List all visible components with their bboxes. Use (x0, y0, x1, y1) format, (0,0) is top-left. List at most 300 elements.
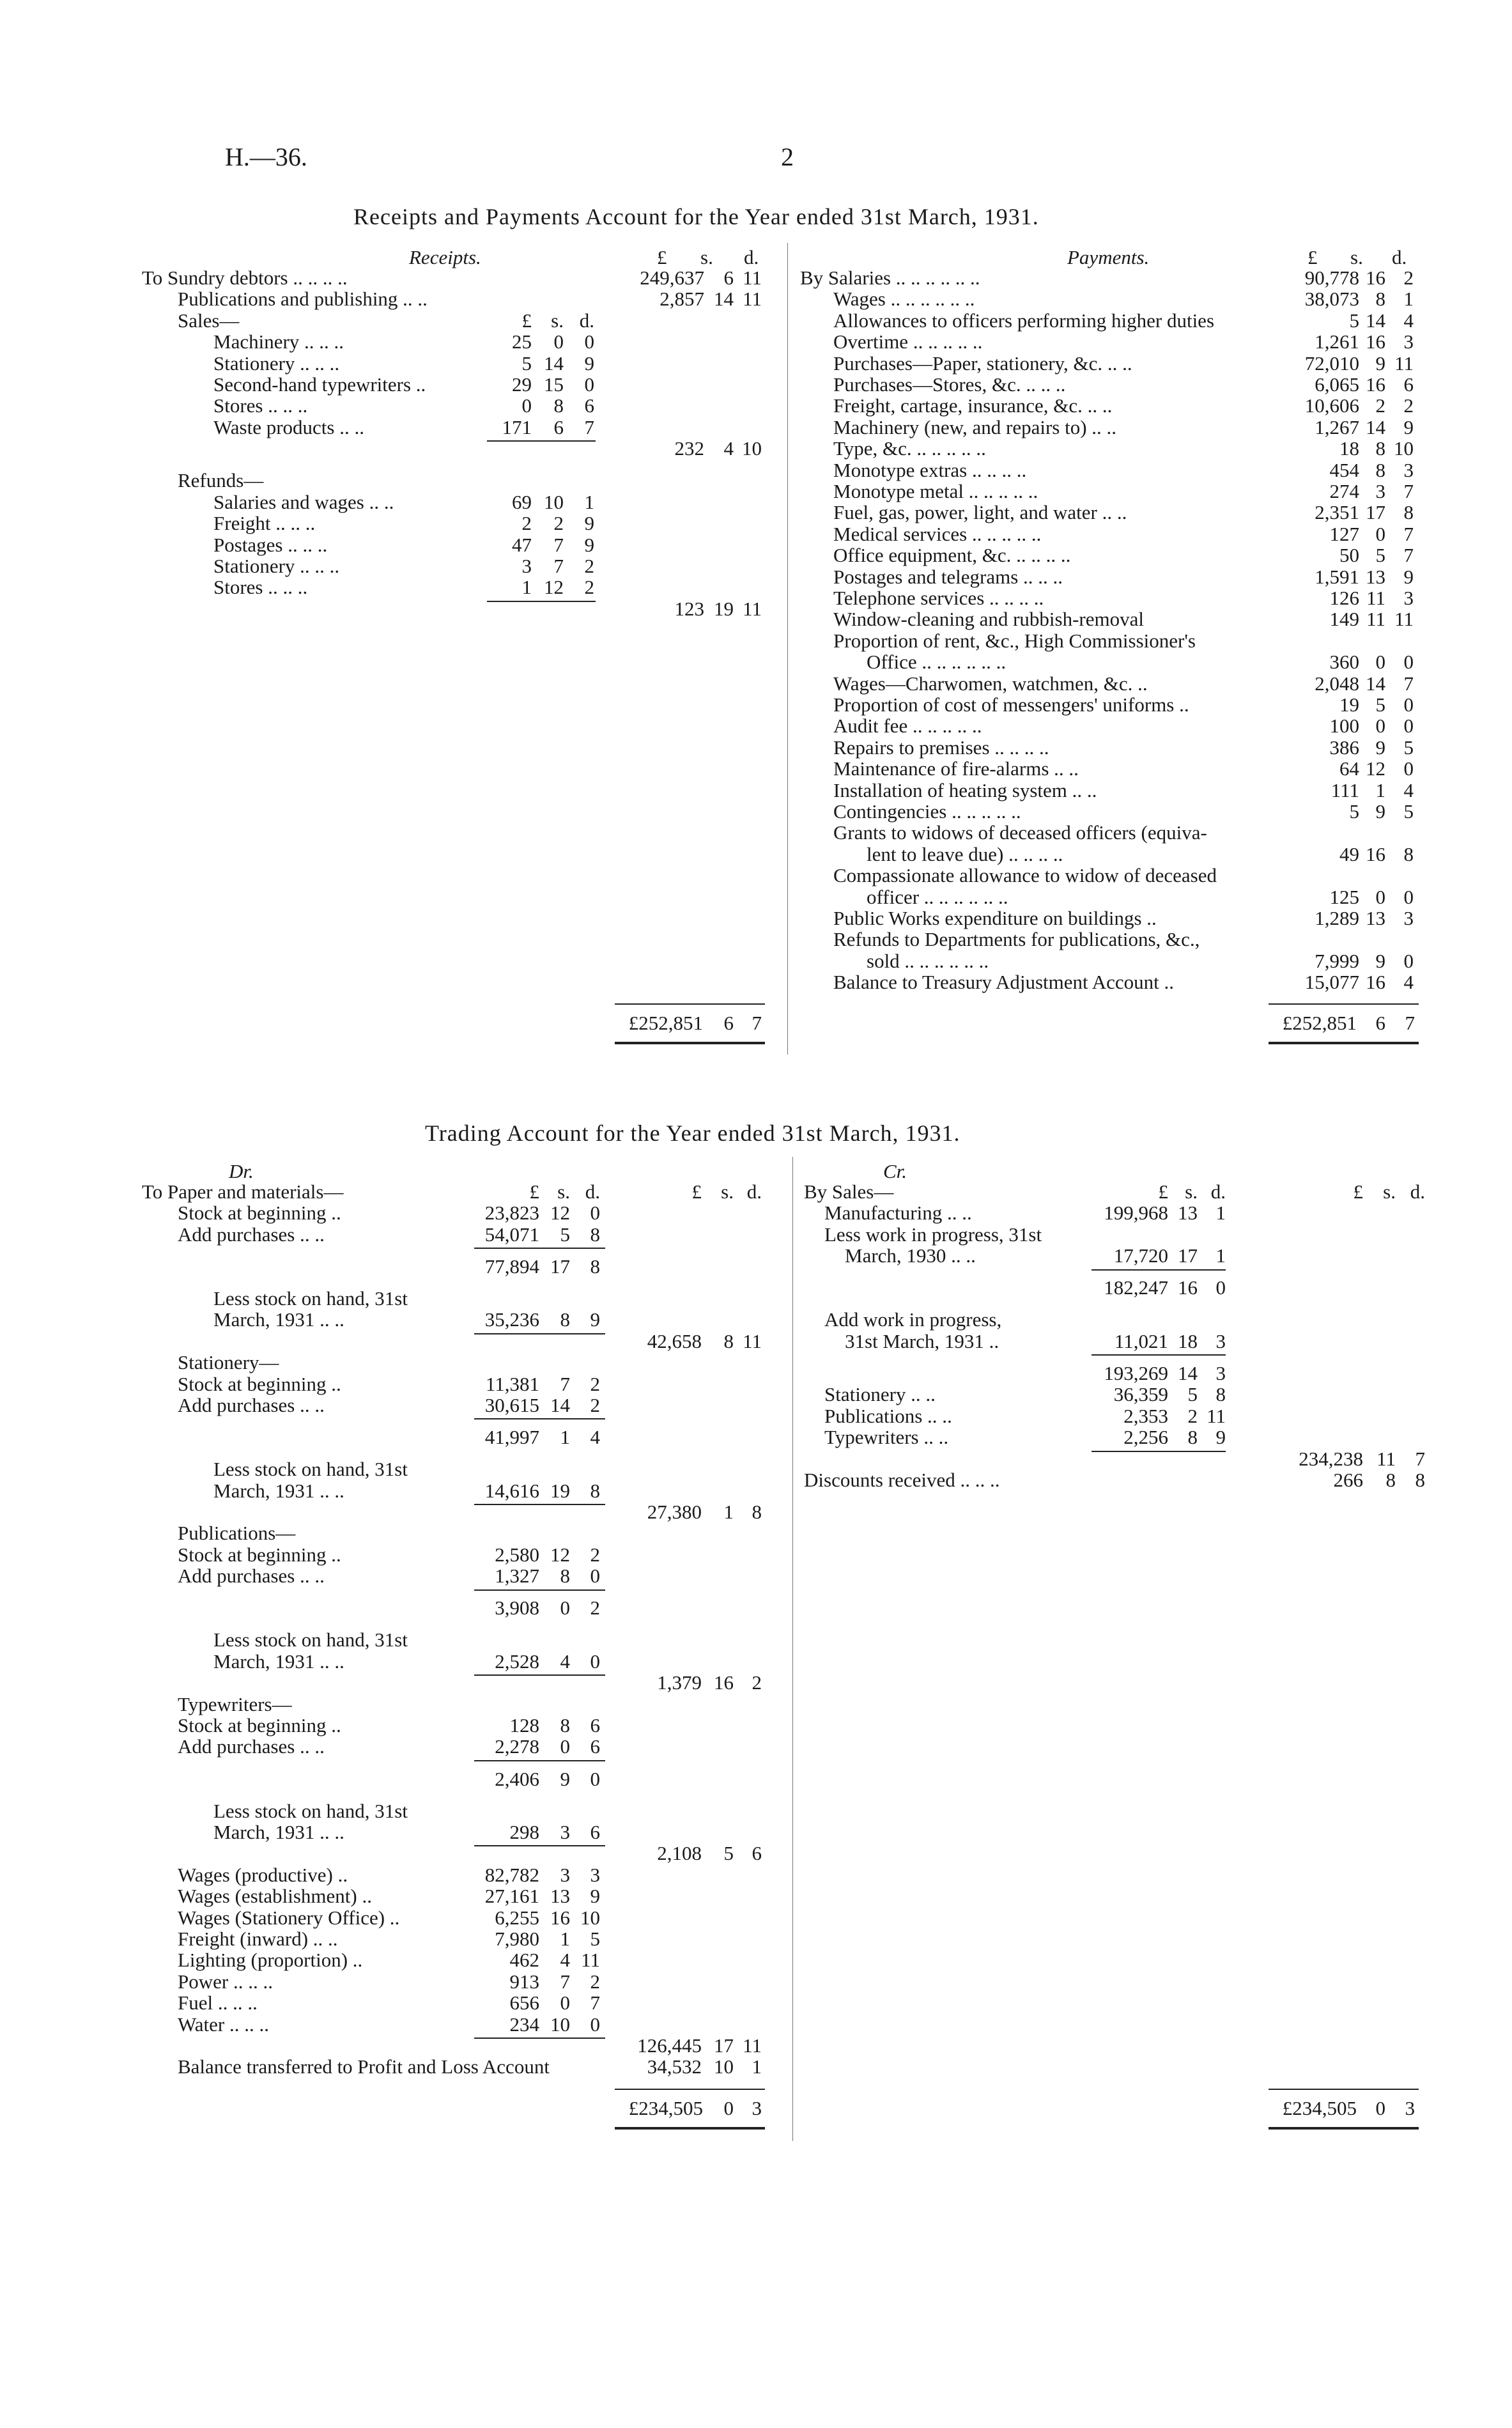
ledger-row (804, 1469, 1430, 1490)
entry-label: Add purchases .. .. (178, 1565, 325, 1588)
total-amount-shillings: 16 (1366, 373, 1385, 396)
total-amount-shillings: 13 (1366, 907, 1385, 929)
total-amount-pounds: 1,267 (1315, 415, 1359, 438)
entry-label: Salaries and wages .. .. (213, 490, 394, 513)
sub-amount-shillings: 17 (550, 1255, 570, 1278)
payments-head-s: s. (1350, 246, 1363, 268)
sub-amount-pence: 9 (584, 352, 594, 375)
entry-label: Refunds to Departments for publications, &c., (833, 928, 1200, 951)
sub-amount-shillings: 7 (553, 554, 564, 577)
total-amount-pence: 11 (1394, 608, 1414, 631)
entry-label: Installation of heating system .. .. (833, 778, 1097, 801)
total-amount-pounds: 232 (674, 437, 704, 460)
ledger-row (142, 353, 775, 374)
ledger-row (800, 780, 1426, 801)
ledger-row (800, 737, 1426, 758)
sub-amount-pounds: 14,616 (484, 1479, 539, 1502)
total-amount-pounds: 18 (1339, 437, 1359, 460)
total-amount-pence: 7 (1403, 522, 1414, 545)
entry-label: To Sundry debtors .. .. .. .. (142, 267, 348, 289)
total-amount-pounds: 38,073 (1304, 288, 1359, 311)
total-amount-pence: 8 (1415, 1468, 1425, 1491)
ledger-row (142, 395, 775, 416)
total-amount-shillings: 16 (1366, 842, 1385, 865)
total-amount-pounds: 386 (1329, 736, 1359, 759)
total-amount-pounds: 34,532 (647, 2055, 702, 2078)
ledger-row (142, 1821, 781, 1843)
sub-amount-pounds: 2,580 (495, 1543, 539, 1566)
cr-total: £234,505 (1282, 2097, 1357, 2119)
ledger-row (142, 555, 775, 576)
entry-label: Wages (Stationery Office) .. (178, 1906, 400, 1929)
sub-amount-pounds: 11,381 (485, 1372, 539, 1395)
entry-label: Power .. .. .. (178, 1970, 273, 1993)
ledger-row (142, 2014, 781, 2035)
sub-amount-pounds: 7,980 (495, 1928, 539, 1950)
entry-label: Maintenance of fire-alarms .. .. (833, 757, 1079, 780)
trading-divider (792, 1157, 793, 2141)
entry-label: Stock at beginning .. (178, 1372, 341, 1395)
ledger-row (142, 1565, 781, 1586)
entry-label: Less stock on hand, 31st (213, 1287, 408, 1310)
ledger-row (800, 460, 1426, 481)
total-amount-pence: d. (1410, 1180, 1425, 1203)
total-amount-shillings: 13 (1366, 565, 1385, 588)
total-amount-pounds: 5 (1349, 309, 1359, 332)
total-amount-shillings: 12 (1366, 757, 1385, 780)
sub-amount-pence: 6 (590, 1821, 600, 1843)
ledger-row (800, 566, 1426, 587)
total-amount-pounds: 123 (674, 597, 704, 620)
sub-amount-pence: 6 (584, 394, 594, 417)
sub-amount-shillings: 0 (553, 330, 564, 353)
ledger-row (142, 1202, 781, 1223)
entry-label: March, 1930 .. .. (845, 1244, 976, 1267)
total-amount-pounds: 50 (1339, 544, 1359, 567)
ledger-row (142, 1992, 781, 2013)
total-amount-pence: d. (746, 1180, 762, 1203)
total-amount-shillings: 3 (1375, 480, 1385, 502)
total-amount-pence: 0 (1403, 949, 1414, 972)
total-amount-pence: 1 (752, 2055, 762, 2078)
entry-label: Stores .. .. .. (213, 394, 308, 417)
ledger-row (804, 1309, 1430, 1330)
total-amount-pounds: 1,261 (1315, 330, 1359, 353)
sub-amount-pounds: 23,823 (484, 1202, 539, 1225)
entry-label: Grants to widows of deceased officers (equiva- (833, 821, 1207, 844)
sub-amount-pence: 6 (590, 1735, 600, 1758)
sub-amount-pounds: 171 (502, 415, 532, 438)
entry-label: Lighting (proportion) .. (178, 1949, 363, 1972)
payments-head-l: £ (1308, 246, 1318, 268)
sub-amount-pence: d. (585, 1180, 600, 1203)
sub-amount-pounds: 25 (512, 330, 532, 353)
ledger-row (804, 1245, 1430, 1266)
total-amount-pounds: 234,238 (1299, 1447, 1363, 1470)
sub-amount-pounds: 2,406 (495, 1767, 539, 1790)
total-amount-pence: 11 (743, 2034, 762, 2057)
ledger-row (800, 395, 1426, 416)
sub-amount-pounds: 2,278 (495, 1735, 539, 1758)
total-amount-shillings: 11 (1377, 1447, 1396, 1470)
sub-amount-pence: 9 (590, 1885, 600, 1908)
entry-label: Balance to Treasury Adjustment Account .. (833, 971, 1174, 994)
sub-amount-pounds: 1 (521, 576, 532, 599)
sub-amount-pence: 9 (590, 1308, 600, 1331)
ledger-row (142, 1501, 781, 1522)
total-amount-pounds: 454 (1329, 458, 1359, 481)
sub-amount-shillings: 18 (1178, 1329, 1198, 1352)
ledger-row (142, 1331, 781, 1352)
total-amount-pounds: 27,380 (647, 1501, 702, 1523)
sub-amount-pence: 0 (590, 1767, 600, 1790)
ledger-row (142, 374, 775, 395)
total-amount-pounds: 360 (1329, 651, 1359, 674)
ledger-row (800, 310, 1426, 331)
payments-total: £252,851 (1282, 1012, 1357, 1034)
sub-amount-pounds: 2 (521, 512, 532, 535)
total-amount-pounds: 2,351 (1315, 501, 1359, 524)
entry-label: Add purchases .. .. (178, 1735, 325, 1758)
entry-label: Less stock on hand, 31st (213, 1628, 408, 1651)
entry-label: Machinery .. .. .. (213, 330, 344, 353)
sub-amount-pence: 11 (1207, 1404, 1226, 1427)
total-amount-pence: 2 (1403, 394, 1414, 417)
ledger-row (142, 1427, 781, 1448)
ledger-row (142, 1768, 781, 1790)
sub-amount-shillings: 4 (560, 1949, 570, 1972)
cr-heading: Cr. (883, 1160, 907, 1182)
sub-amount-shillings: 8 (560, 1308, 570, 1331)
sub-amount-pence: 10 (580, 1906, 600, 1929)
total-amount-pounds: 149 (1329, 608, 1359, 631)
receipts-column (142, 267, 775, 1060)
sub-amount-pounds: 199,968 (1104, 1202, 1168, 1225)
sub-amount-shillings: 7 (553, 533, 564, 556)
receipts-head-d: d. (744, 246, 759, 268)
entry-label: Sales— (178, 309, 240, 332)
total-amount-shillings: 11 (1366, 608, 1385, 631)
total-amount-shillings: 2 (1375, 394, 1385, 417)
sub-amount-pence: 1 (1215, 1202, 1226, 1225)
total-amount-pounds: 6,065 (1315, 373, 1359, 396)
receipts-heading: Receipts. (409, 246, 481, 268)
total-amount-shillings: 10 (714, 2055, 734, 2078)
dr-total-s: 0 (723, 2097, 734, 2119)
sub-amount-shillings: 17 (1178, 1244, 1198, 1267)
sub-amount-shillings: 1 (560, 1426, 570, 1449)
page-number: 2 (781, 143, 794, 171)
ledger-row (800, 651, 1426, 672)
sub-amount-shillings: 12 (550, 1543, 570, 1566)
total-amount-shillings: 8 (1375, 458, 1385, 481)
total-amount-shillings: 14 (1366, 415, 1385, 438)
entry-label: Monotype extras .. .. .. .. (833, 458, 1027, 481)
receipts-payments-divider (787, 243, 788, 1055)
entry-label: Purchases—Stores, &c. .. .. .. (833, 373, 1066, 396)
entry-label: Stock at beginning .. (178, 1714, 341, 1736)
ledger-row (800, 758, 1426, 779)
sub-amount-pence: 2 (590, 1394, 600, 1416)
sub-amount-pounds: 128 (509, 1714, 539, 1736)
entry-label: Proportion of rent, &c., High Commissioner's (833, 629, 1196, 652)
total-amount-pence: 7 (1403, 544, 1414, 567)
entry-label: lent to leave due) .. .. .. .. (867, 842, 1063, 865)
sub-amount-pounds: 298 (509, 1821, 539, 1843)
ledger-row (800, 801, 1426, 822)
entry-label: Manufacturing .. .. (824, 1202, 972, 1225)
entry-label: 31st March, 1931 .. (845, 1329, 999, 1352)
sub-amount-shillings: 8 (560, 1565, 570, 1588)
total-amount-shillings: 16 (714, 1671, 734, 1694)
sub-amount-pence: 7 (584, 415, 594, 438)
cr-total-rule-bottom (1269, 2127, 1419, 2130)
sub-amount-pence: 11 (581, 1949, 600, 1972)
sub-amount-pounds: 913 (509, 1970, 539, 1993)
sub-amount-pence: 3 (1215, 1329, 1226, 1352)
total-amount-pence: 0 (1403, 715, 1414, 738)
ledger-row (800, 844, 1426, 865)
total-amount-shillings: 8 (723, 1329, 734, 1352)
sub-amount-pence: 1 (584, 490, 594, 513)
total-amount-shillings: 4 (723, 437, 734, 460)
entry-label: Wages (establishment) .. (178, 1885, 372, 1908)
ledger-row (142, 438, 775, 459)
ledger-row (142, 1597, 781, 1618)
ledger-row (142, 1544, 781, 1565)
ledger-row (804, 1405, 1430, 1427)
total-amount-pounds: 249,637 (640, 267, 704, 289)
ledger-row (142, 1522, 781, 1543)
sub-amount-pounds: 6,255 (495, 1906, 539, 1929)
total-amount-pence: 6 (1403, 373, 1414, 396)
ledger-row (800, 438, 1426, 459)
ledger-row (800, 353, 1426, 374)
ledger-row (142, 288, 775, 309)
sub-amount-shillings: 3 (560, 1821, 570, 1843)
sub-amount-pounds: 30,615 (484, 1394, 539, 1416)
ledger-row (142, 513, 775, 534)
sub-amount-shillings: 1 (560, 1928, 570, 1950)
sub-amount-pounds: £ (529, 1180, 539, 1203)
sub-amount-pence: 8 (590, 1223, 600, 1246)
sub-amount-pounds: 234 (509, 2013, 539, 2036)
ledger-row (142, 2035, 781, 2056)
payments-total-rule-top (1269, 1003, 1419, 1005)
total-amount-pounds: 5 (1349, 800, 1359, 823)
entry-label: Postages .. .. .. (213, 533, 328, 556)
entry-label: March, 1931 .. .. (213, 1821, 344, 1843)
total-amount-shillings: 16 (1366, 971, 1385, 994)
ledger-row (800, 630, 1426, 651)
entry-label: Stationery .. .. .. (213, 554, 340, 577)
sub-amount-pence: 0 (590, 1565, 600, 1588)
total-amount-pounds: 100 (1329, 715, 1359, 738)
total-amount-pounds: 1,289 (1315, 907, 1359, 929)
ledger-row (804, 1384, 1430, 1405)
total-amount-pence: 11 (743, 597, 762, 620)
total-amount-shillings: s. (1383, 1180, 1396, 1203)
sub-amount-pence: 0 (590, 1650, 600, 1673)
total-amount-shillings: 1 (1375, 778, 1385, 801)
payments-total-d: 7 (1405, 1012, 1415, 1034)
sub-amount-pounds: 11,021 (1114, 1329, 1168, 1352)
total-amount-shillings: 1 (723, 1501, 734, 1523)
ledger-row (142, 1736, 781, 1757)
ledger-row (800, 950, 1426, 971)
total-amount-shillings: 17 (714, 2034, 734, 2057)
total-amount-pounds: 111 (1331, 778, 1359, 801)
sub-amount-shillings: 7 (560, 1372, 570, 1395)
total-amount-shillings: 9 (1375, 736, 1385, 759)
total-amount-shillings: 9 (1375, 800, 1385, 823)
total-amount-pence: 6 (752, 1842, 762, 1865)
total-amount-pence: 0 (1403, 693, 1414, 716)
total-amount-pence: 11 (1394, 352, 1414, 375)
total-amount-shillings: 14 (1366, 672, 1385, 695)
entry-label: Purchases—Paper, stationery, &c. .. .. (833, 352, 1132, 375)
ledger-row (142, 1288, 781, 1309)
sub-amount-pounds: 5 (521, 352, 532, 375)
sub-amount-shillings: 13 (550, 1885, 570, 1908)
total-amount-shillings: 0 (1375, 885, 1385, 908)
ledger-row (800, 971, 1426, 993)
sub-amount-pence: 1 (1215, 1244, 1226, 1267)
ledger-row (142, 1651, 781, 1672)
entry-label: Add work in progress, (824, 1308, 1002, 1331)
sub-amount-shillings: 0 (560, 1735, 570, 1758)
total-amount-pence: 4 (1403, 778, 1414, 801)
entry-label: Wages .. .. .. .. .. .. (833, 288, 975, 311)
sub-amount-pence: 8 (590, 1255, 600, 1278)
sub-amount-shillings: 9 (560, 1767, 570, 1790)
ledger-row (804, 1181, 1430, 1202)
total-amount-pence: 9 (1403, 565, 1414, 588)
entry-label: Less stock on hand, 31st (213, 1799, 408, 1822)
ledger-row (142, 1907, 781, 1928)
total-amount-pence: 11 (743, 288, 762, 311)
total-amount-pounds: 72,010 (1304, 352, 1359, 375)
ledger-row (142, 1949, 781, 1970)
dr-total-d: 3 (752, 2097, 762, 2119)
ledger-row (800, 545, 1426, 566)
sub-amount-pence: 4 (590, 1426, 600, 1449)
receipts-head-s: s. (700, 246, 713, 268)
sub-amount-pounds: 1,327 (495, 1565, 539, 1588)
ledger-row (142, 1800, 781, 1821)
total-amount-pounds: 19 (1339, 693, 1359, 716)
sub-amount-pounds: 41,997 (484, 1426, 539, 1449)
payments-total-s: 6 (1375, 1012, 1385, 1034)
ledger-row (142, 1480, 781, 1501)
entry-label: Office .. .. .. .. .. .. (867, 651, 1007, 674)
entry-label: Waste products .. .. (213, 415, 364, 438)
entry-label: By Salaries .. .. .. .. .. .. (800, 267, 980, 289)
sub-amount-pence: 9 (1215, 1426, 1226, 1449)
total-amount-pounds: 1,591 (1315, 565, 1359, 588)
sub-amount-shillings: 4 (560, 1650, 570, 1673)
total-amount-pounds: 64 (1339, 757, 1359, 780)
trading-title: Trading Account for the Year ended 31st March, 1931. (425, 1120, 960, 1146)
sub-amount-shillings: s. (551, 309, 564, 332)
sub-amount-pence: 2 (590, 1543, 600, 1566)
total-amount-shillings: 0 (1375, 715, 1385, 738)
ledger-row (142, 470, 775, 491)
sub-amount-pounds: 17,720 (1113, 1244, 1168, 1267)
ledger-row (142, 576, 775, 598)
sub-amount-pounds: 0 (521, 394, 532, 417)
sub-amount-shillings: 8 (1187, 1426, 1198, 1449)
dr-total-rule-bottom (615, 2127, 765, 2130)
total-amount-pence: 3 (1403, 330, 1414, 353)
total-amount-pence: 5 (1403, 736, 1414, 759)
total-amount-shillings: 5 (723, 1842, 734, 1865)
entry-label: Stock at beginning .. (178, 1202, 341, 1225)
total-amount-shillings: 19 (714, 597, 734, 620)
total-amount-pence: 3 (1403, 458, 1414, 481)
total-amount-shillings: 9 (1375, 949, 1385, 972)
debit-column (142, 1181, 781, 2101)
sub-amount-shillings: 5 (560, 1223, 570, 1246)
entry-label: To Paper and materials— (142, 1180, 344, 1203)
sub-amount-pence: 6 (590, 1714, 600, 1736)
ledger-row (142, 1224, 781, 1245)
entry-label: Typewriters— (178, 1692, 292, 1715)
total-amount-pence: 2 (1403, 267, 1414, 289)
entry-label: Monotype metal .. .. .. .. .. (833, 480, 1038, 502)
sub-amount-pounds: 182,247 (1104, 1276, 1168, 1299)
receipts-total: £252,851 (628, 1012, 703, 1034)
sub-amount-pence: 0 (584, 330, 594, 353)
ledger-row (142, 1181, 781, 1202)
entry-label: Fuel, gas, power, light, and water .. .. (833, 501, 1127, 524)
entry-label: Postages and telegrams .. .. .. (833, 565, 1063, 588)
entry-label: Allowances to officers performing higher duties (833, 309, 1215, 332)
entry-label: Compassionate allowance to widow of deceased (833, 864, 1217, 887)
sub-amount-pounds: 29 (512, 373, 532, 396)
ledger-row (800, 331, 1426, 352)
ledger-row (804, 1202, 1430, 1223)
total-amount-pence: 9 (1403, 415, 1414, 438)
total-amount-pence: 4 (1403, 309, 1414, 332)
ledger-row (142, 1864, 781, 1885)
payments-heading: Payments. (1067, 246, 1150, 268)
total-amount-shillings: 14 (714, 288, 734, 311)
total-amount-shillings: 0 (1375, 651, 1385, 674)
ledger-row (800, 822, 1426, 843)
sub-amount-pounds: £ (1158, 1180, 1168, 1203)
total-amount-pounds: 126 (1329, 587, 1359, 609)
ledger-row (800, 502, 1426, 523)
entry-label: Balance transferred to Profit and Loss Account (178, 2055, 550, 2078)
sub-amount-shillings: 14 (1178, 1361, 1198, 1384)
sub-amount-pence: 2 (584, 554, 594, 577)
entry-label: Medical services .. .. .. .. .. (833, 522, 1042, 545)
sub-amount-pounds: £ (521, 309, 532, 332)
ledger-row (142, 598, 775, 619)
sub-amount-pence: d. (1210, 1180, 1226, 1203)
sub-amount-pence: 8 (1215, 1383, 1226, 1406)
total-amount-pence: 5 (1403, 800, 1414, 823)
entry-label: Stationery .. .. .. (213, 352, 340, 375)
receipts-total-d: 7 (752, 1012, 762, 1034)
total-amount-pounds: 2,108 (657, 1842, 702, 1865)
entry-label: Repairs to premises .. .. .. .. (833, 736, 1049, 759)
sub-amount-pounds: 82,782 (484, 1863, 539, 1886)
total-amount-pence: 1 (1403, 288, 1414, 311)
ledger-row (800, 865, 1426, 886)
sub-amount-pence: 2 (590, 1970, 600, 1993)
